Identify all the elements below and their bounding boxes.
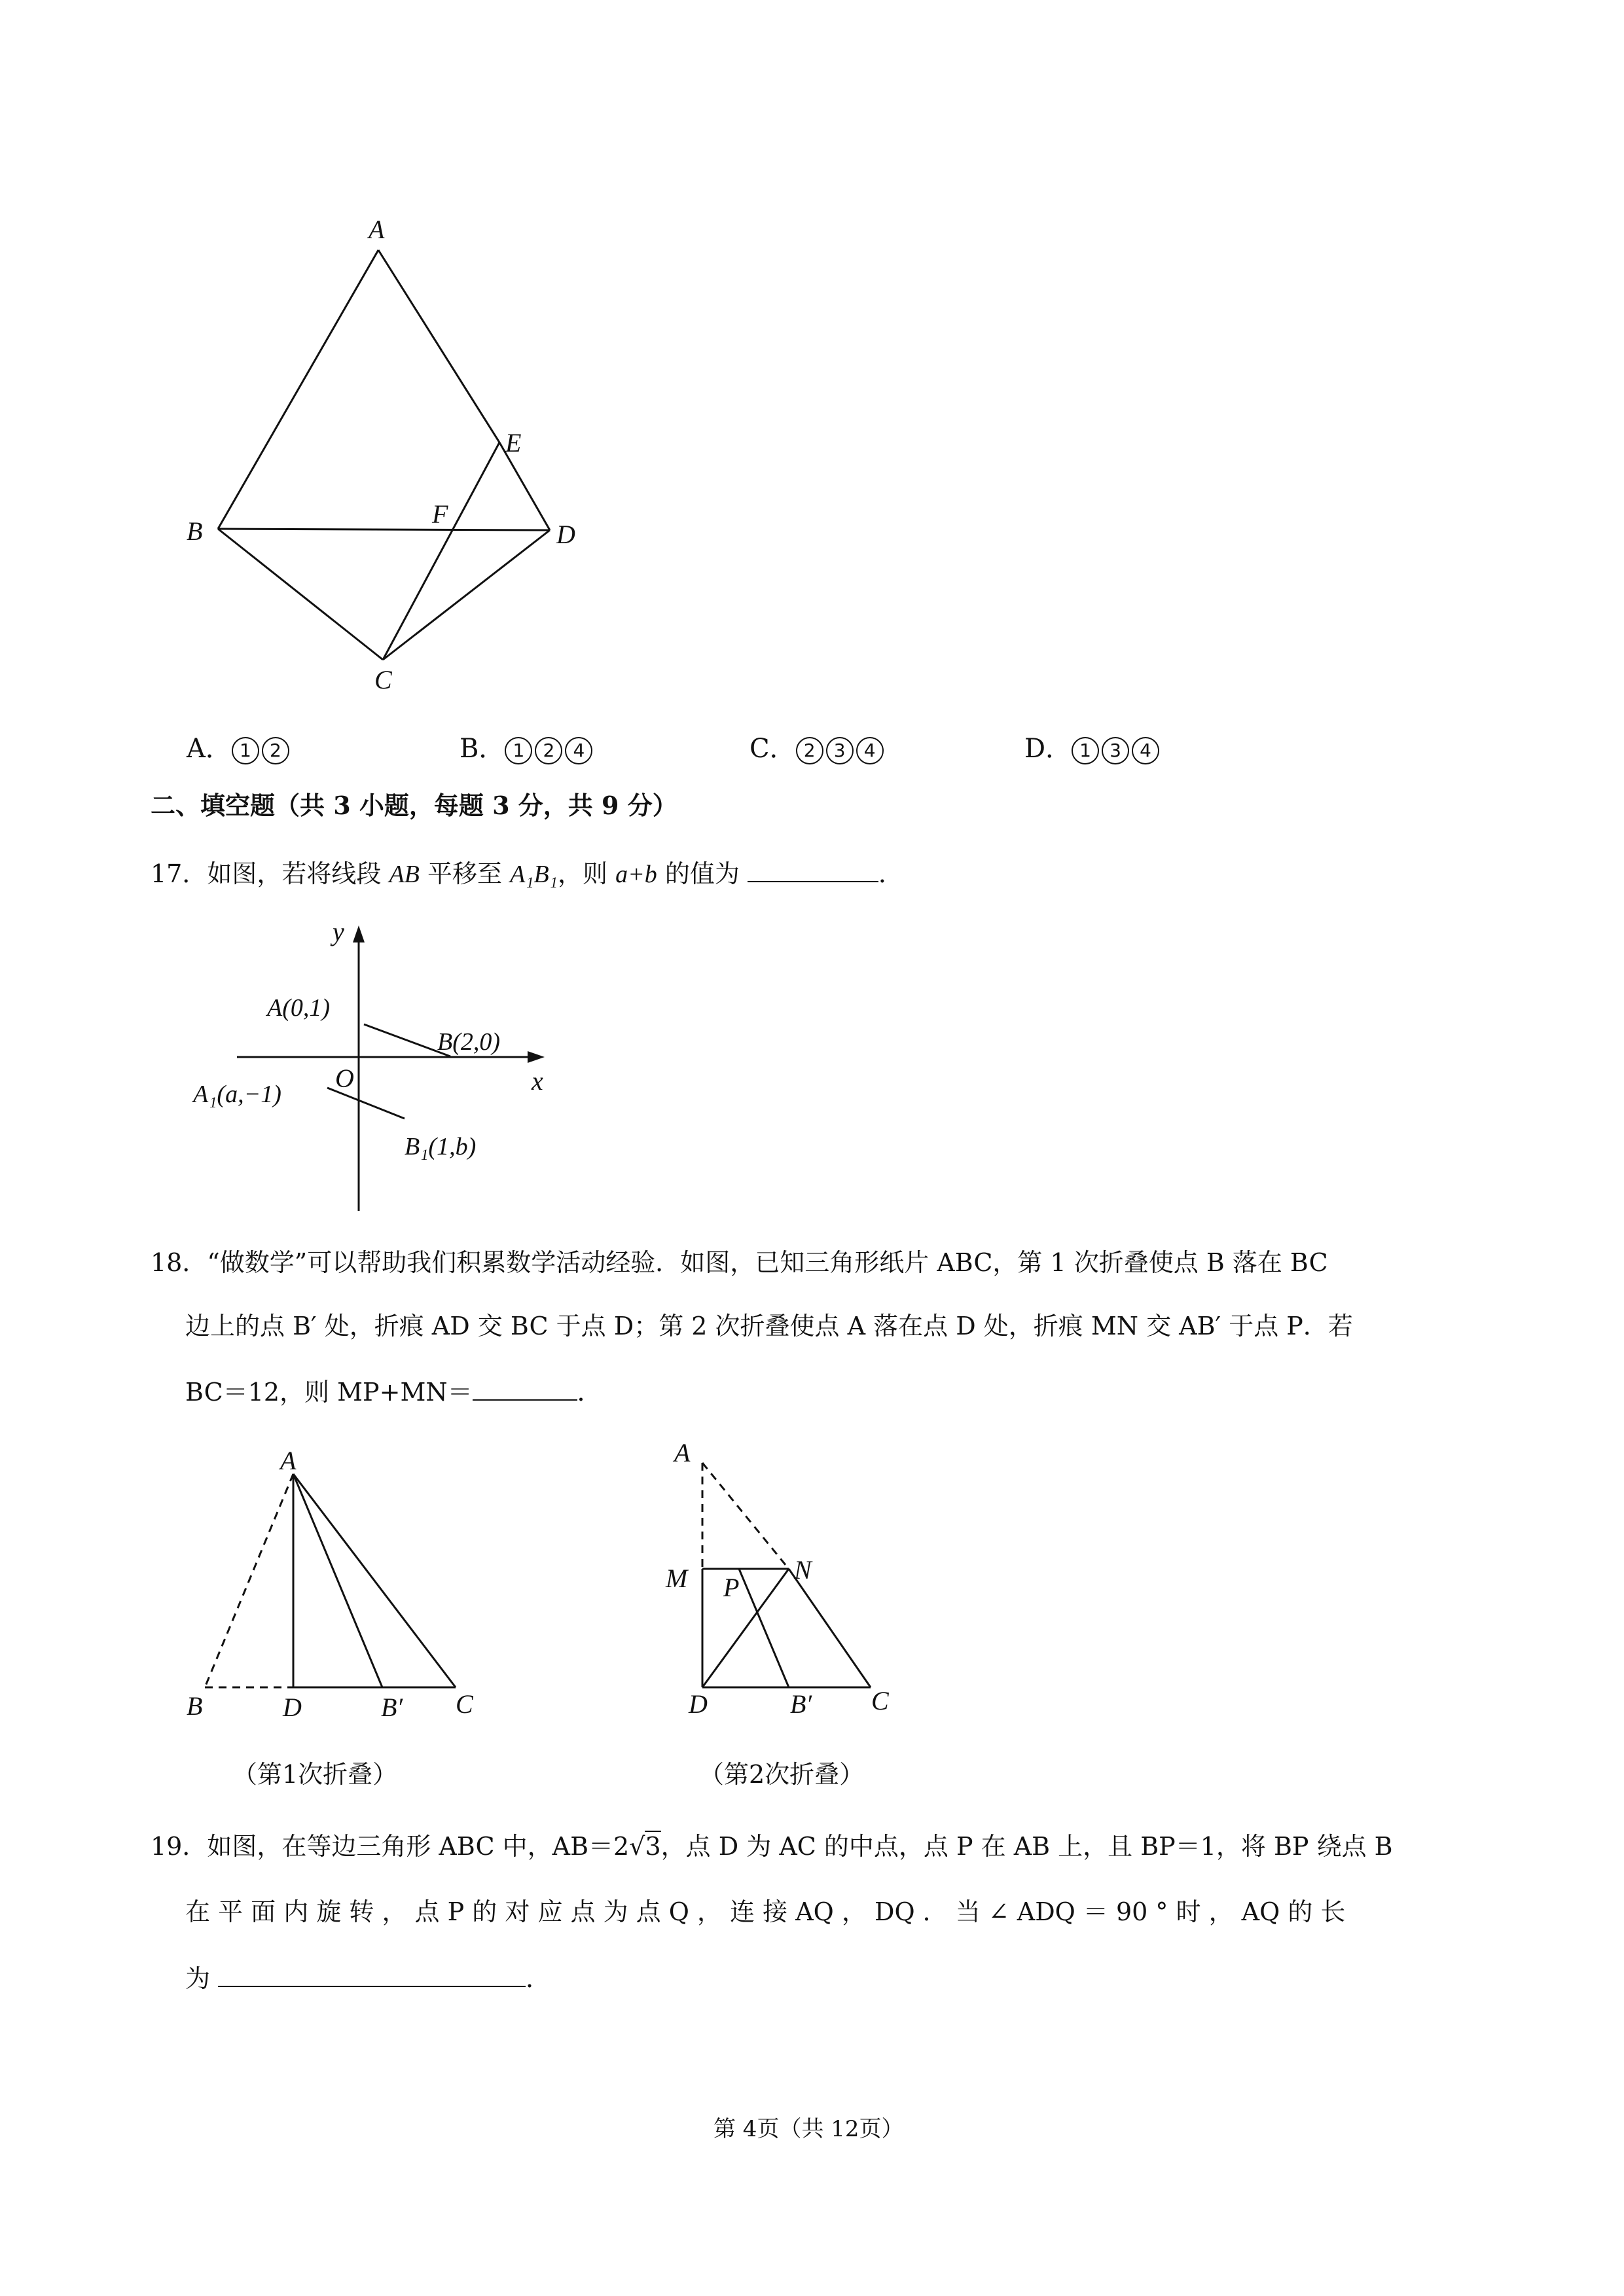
circled-number: 2 bbox=[535, 737, 562, 764]
circled-number: 2 bbox=[796, 737, 823, 764]
circled-number: 4 bbox=[856, 737, 884, 764]
circled-number: 2 bbox=[262, 737, 289, 764]
fig1-caption: （第1次折叠） bbox=[232, 1760, 398, 1789]
fold1-ac bbox=[293, 1474, 456, 1687]
fig1-label-a: A bbox=[280, 1446, 297, 1475]
fig1-label-b-prime: B′ bbox=[381, 1693, 403, 1722]
answer-blank-19[interactable] bbox=[218, 1964, 526, 1987]
q19-text-3a: 为 bbox=[185, 1964, 211, 1993]
fold2-nc bbox=[789, 1569, 871, 1687]
q17-text-pre: 如图，若将线段 bbox=[207, 859, 382, 888]
q17-ab: AB bbox=[389, 861, 420, 888]
q19-text-1a: 19．如图，在等边三角形 ABC 中，AB＝ bbox=[151, 1832, 614, 1861]
label-b: B bbox=[187, 516, 203, 546]
option-letter: A． bbox=[187, 734, 232, 764]
page-footer: 第 4页（共 12页） bbox=[713, 2116, 904, 2142]
q19-line-3 bbox=[185, 1964, 550, 1991]
circled-number: 1 bbox=[1072, 737, 1099, 764]
fig2-label-a: A bbox=[674, 1438, 691, 1467]
label-f: F bbox=[432, 499, 448, 529]
q17-text-mid2: ，则 bbox=[557, 859, 607, 888]
q17-number: 17． bbox=[151, 859, 208, 888]
q17-end: ． bbox=[878, 859, 903, 888]
fig2-label-n: N bbox=[794, 1555, 812, 1585]
fig2-label-c: C bbox=[871, 1686, 889, 1715]
fig1-label-d: D bbox=[283, 1693, 302, 1722]
label-y: y bbox=[333, 917, 344, 946]
option-letter: C． bbox=[749, 734, 796, 764]
circled-number: 4 bbox=[565, 737, 592, 764]
label-x: x bbox=[532, 1066, 543, 1096]
q19-line-1 bbox=[151, 1834, 1393, 1859]
q19-text-1b: ，点 D 为 AC 的中点，点 P 在 AB 上，且 BP＝1，将 BP 绕点 B bbox=[660, 1832, 1393, 1861]
label-origin: O bbox=[335, 1064, 354, 1093]
fig2-label-d: D bbox=[689, 1689, 708, 1719]
label-point-b1: B₁(1,b) bbox=[405, 1133, 477, 1160]
q19-text-3b: ． bbox=[526, 1964, 551, 1993]
circled-number: 1 bbox=[505, 737, 532, 764]
label-a: A bbox=[369, 215, 385, 244]
fig2-label-m: M bbox=[666, 1564, 688, 1593]
q19-coef: 2 bbox=[613, 1832, 630, 1861]
q17-text-mid: 平移至 bbox=[427, 859, 503, 888]
q18-line-1: 18．“做数学”可以帮助我们积累数学活动经验．如图，已知三角形纸片 ABC，第 1 次折叠使点 B 落在 BC bbox=[151, 1248, 1328, 1277]
sqrt-sign: √ bbox=[629, 1832, 645, 1861]
fig2-caption: （第2次折叠） bbox=[699, 1760, 865, 1789]
circled-number: 3 bbox=[826, 737, 854, 764]
q17-a1b1: A₁B₁ bbox=[510, 861, 558, 888]
option-letter: B． bbox=[460, 734, 505, 764]
label-point-a: A(0,1) bbox=[267, 994, 331, 1022]
label-d: D bbox=[556, 520, 575, 549]
q18-text-3a: BC＝12，则 MP+MN＝ bbox=[185, 1378, 473, 1407]
fig1-label-c: C bbox=[456, 1689, 473, 1719]
label-c: C bbox=[374, 665, 392, 694]
fold1-ab-dashed bbox=[205, 1474, 293, 1687]
q18-text-3b: ． bbox=[577, 1378, 602, 1407]
circled-number: 4 bbox=[1132, 737, 1159, 764]
label-point-b: B(2,0) bbox=[437, 1028, 501, 1056]
label-point-a1: A₁(a,−1) bbox=[193, 1081, 281, 1108]
q17-text-post: 的值为 bbox=[664, 859, 740, 888]
option-letter: D． bbox=[1024, 734, 1072, 764]
section-title: 二、填空题（共 3 小题，每题 3 分，共 9 分） bbox=[151, 791, 677, 820]
fig1-label-b: B bbox=[187, 1691, 203, 1721]
label-e: E bbox=[505, 428, 522, 457]
q17-expr: a+b bbox=[615, 861, 657, 888]
circled-number: 1 bbox=[232, 737, 259, 764]
fig2-label-b-prime: B′ bbox=[790, 1689, 812, 1719]
fold2-an-dashed bbox=[702, 1463, 789, 1569]
q19-radicand: 3 bbox=[645, 1832, 661, 1861]
fig2-label-p: P bbox=[723, 1573, 740, 1602]
fold1-ab2 bbox=[293, 1474, 382, 1687]
circled-number: 3 bbox=[1102, 737, 1129, 764]
q18-line-2: 边上的点 B′ 处，折痕 AD 交 BC 于点 D；第 2 次折叠使点 A 落在点 D 处，折痕 MN 交 AB′ 于点 P．若 bbox=[185, 1312, 1353, 1340]
q19-line-2: 在 平 面 内 旋 转 ， 点 P 的 对 应 点 为 点 Q ， 连 接 AQ ， DQ ． 当 ∠ ADQ ＝ 90 ° 时 ， AQ 的 长 bbox=[185, 1897, 1346, 1926]
